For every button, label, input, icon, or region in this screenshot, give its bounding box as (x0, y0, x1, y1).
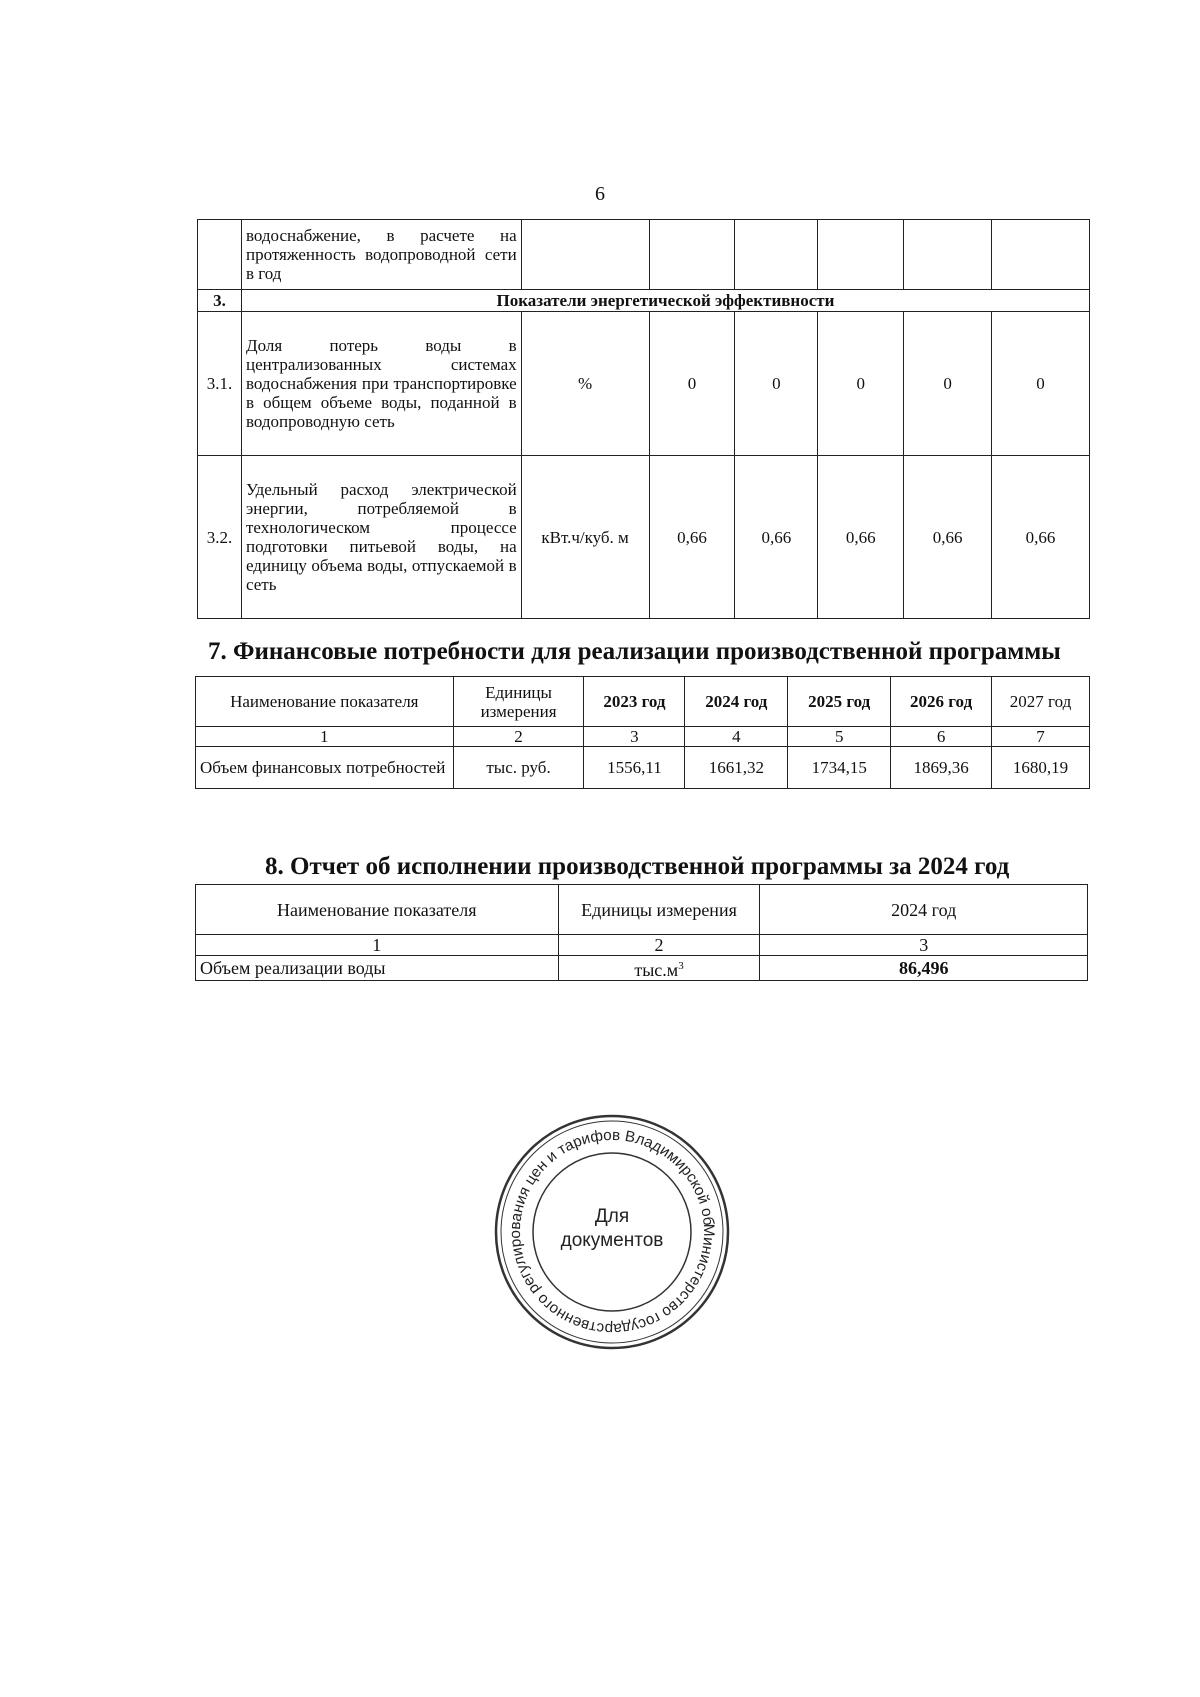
unit-text: тыс.м (634, 960, 679, 980)
header-name: Наименование показателя (196, 677, 454, 727)
header-2024: 2024 год (760, 885, 1088, 935)
table-row (198, 220, 1090, 290)
stamp-ring-text: Министерство государственного регулирования цен и тарифов Владимирской области (506, 1126, 718, 1338)
indicator-unit: кВт.ч/куб. м (521, 456, 649, 619)
col-number: 3 (760, 935, 1088, 956)
page-number: 6 (595, 183, 605, 205)
section8-heading: 8. Отчет об исполнении производственной программы за 2024 год (265, 853, 1010, 880)
table-row (198, 312, 1090, 456)
value-2026: 0,66 (904, 456, 992, 619)
col-number: 7 (992, 727, 1090, 747)
value-2025: 1734,15 (788, 747, 891, 789)
program-report-table (195, 884, 1088, 981)
value-2024: 86,496 (760, 956, 1088, 981)
col-number: 2 (558, 935, 760, 956)
column-number-row (196, 935, 1088, 956)
indicator-unit: тыс. руб. (453, 747, 584, 789)
table-row (198, 456, 1090, 619)
column-number-row (196, 727, 1090, 747)
header-row (196, 677, 1090, 727)
section7-heading: 7. Финансовые потребности для реализации производственной программы (208, 638, 1061, 665)
header-2024: 2024 год (685, 677, 788, 727)
row-number: 3.2. (198, 456, 242, 619)
indicator-unit: % (521, 312, 649, 456)
col-number: 2 (453, 727, 584, 747)
value-2024: 0,66 (735, 456, 818, 619)
header-2025: 2025 год (788, 677, 891, 727)
col-number: 1 (196, 727, 454, 747)
value-2024: 1661,32 (685, 747, 788, 789)
value-2025: 0,66 (818, 456, 904, 619)
value-2027: 0,66 (992, 456, 1090, 619)
indicators-table (197, 219, 1090, 619)
header-2027: 2027 год (992, 677, 1090, 727)
cell-empty (198, 220, 242, 290)
indicator-name: Объем реализации воды (196, 956, 559, 981)
section-row (198, 290, 1090, 312)
col-number: 5 (788, 727, 891, 747)
indicator-name: Объем финансовых потребностей (196, 747, 454, 789)
indicator-unit (558, 956, 760, 981)
header-2026: 2026 год (891, 677, 992, 727)
table-row (196, 956, 1088, 981)
col-number: 4 (685, 727, 788, 747)
value-2023: 0,66 (649, 456, 735, 619)
indicator-name: Удельный расход электрической энергии, потребляемой в технологическом процессе подготовки питьевой воды, на единицу объема воды, отпускаемой в сеть (241, 456, 521, 619)
value-2026: 0 (904, 312, 992, 456)
header-name: Наименование показателя (196, 885, 559, 935)
header-row (196, 885, 1088, 935)
value-2026: 1869,36 (891, 747, 992, 789)
value-2027: 1680,19 (992, 747, 1090, 789)
indicator-name: Доля потерь воды в централизованных системах водоснабжения при транспортировке в общем объеме воды, поданной в водопроводную сеть (241, 312, 521, 456)
header-2023: 2023 год (584, 677, 685, 727)
unit-superscript: 3 (678, 960, 684, 972)
value-2027: 0 (992, 312, 1090, 456)
col-number: 1 (196, 935, 559, 956)
indicator-name: водоснабжение, в расчете на протяженность водопроводной сети в год (241, 220, 521, 290)
official-stamp (492, 1112, 732, 1352)
value-2023: 0 (649, 312, 735, 456)
value-2023: 1556,11 (584, 747, 685, 789)
value-2024: 0 (735, 312, 818, 456)
col-number: 6 (891, 727, 992, 747)
section-title: Показатели энергетической эффективности (241, 290, 1089, 312)
col-number: 3 (584, 727, 685, 747)
value-2025: 0 (818, 312, 904, 456)
stamp-center-line1: Для (594, 1206, 630, 1227)
row-number: 3.1. (198, 312, 242, 456)
header-unit: Единицы измерения (558, 885, 760, 935)
header-unit: Единицы измерения (453, 677, 584, 727)
financial-needs-table (195, 676, 1090, 789)
stamp-center-line2: документов (560, 1230, 664, 1251)
table-row (196, 747, 1090, 789)
section-number: 3. (198, 290, 242, 312)
